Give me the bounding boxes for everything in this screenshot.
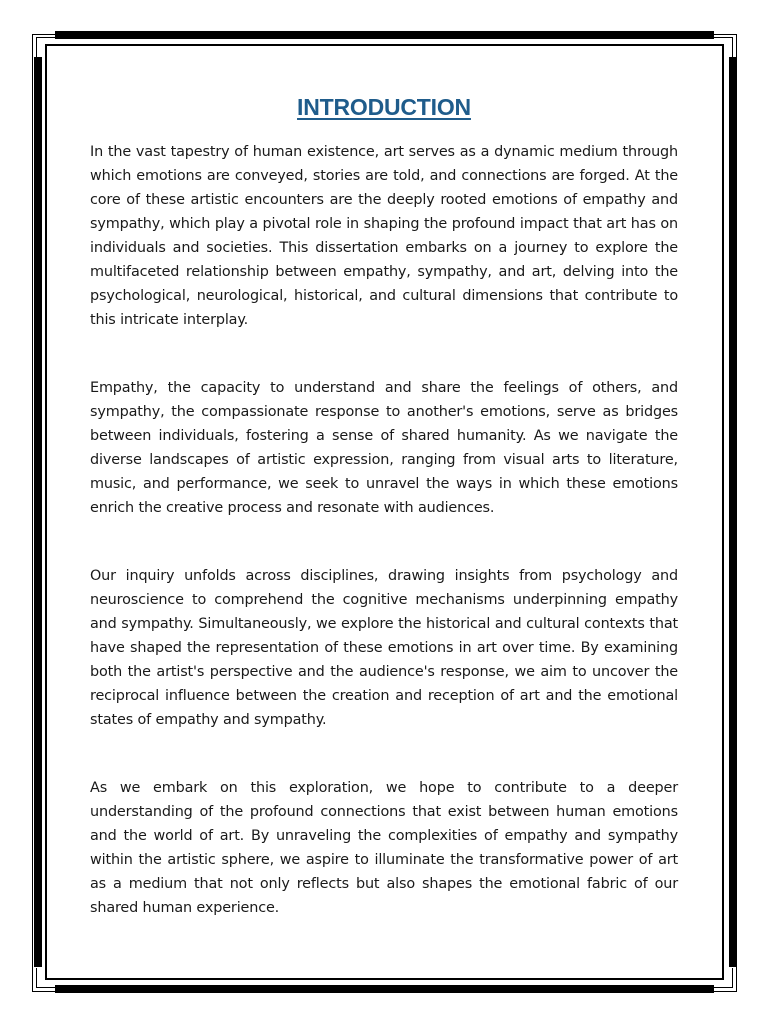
document-body	[90, 140, 678, 920]
page-title: INTRODUCTION	[297, 94, 471, 120]
border-corner-bottom-right	[713, 968, 733, 988]
paragraph-spacer	[90, 732, 678, 776]
border-corner-bottom-left	[36, 968, 56, 988]
paragraph-2: Empathy, the capacity to understand and share the feelings of others, and sympathy, the compassionate response to another's emotions, serve as bridges between individuals, fostering a sense of shared humanity. As we navigate the diverse landscapes of artistic expression, ranging from visual arts to literature, music, and performance, we seek to unravel the ways in which these emotions enrich the creative process and resonate with audiences.	[90, 380, 678, 516]
border-top-bar	[55, 31, 714, 39]
border-right-bar	[729, 57, 737, 967]
border-corner-top-left	[36, 37, 56, 57]
paragraph-spacer	[90, 332, 678, 376]
paragraph-1: In the vast tapestry of human existence, art serves as a dynamic medium through which emotions are conveyed, stories are told, and connections are forged. At the core of these artistic encounters are the deeply rooted emotions of empathy and sympathy, which play a pivotal role in shaping the profound impact that art has on individuals and societies. This dissertation embarks on a journey to explore the multifaceted relationship between empathy, sympathy, and art, delving into the psychological, neurological, historical, and cultural dimensions that contribute to this intricate interplay.	[90, 144, 678, 328]
paragraph-3: Our inquiry unfolds across disciplines, drawing insights from psychology and neuroscience to comprehend the cognitive mechanisms underpinning empathy and sympathy. Simultaneously, we explore the historical and cultural contexts that have shaped the representation of these emotions in art over time. By examining both the artist's perspective and the audience's response, we aim to uncover the reciprocal influence between the creation and reception of art and the emotional states of empathy and sympathy.	[90, 568, 678, 728]
paragraph-4: As we embark on this exploration, we hope to contribute to a deeper understanding of the profound connections that exist between human emotions and the world of art. By unraveling the complexities of empathy and sympathy within the artistic sphere, we aspire to illuminate the transformative power of art as a medium that not only reflects but also shapes the emotional fabric of our shared human experience.	[90, 780, 678, 916]
border-bottom-bar	[55, 985, 714, 993]
border-left-bar	[34, 57, 42, 967]
border-corner-top-right	[713, 37, 733, 57]
paragraph-spacer	[90, 520, 678, 564]
